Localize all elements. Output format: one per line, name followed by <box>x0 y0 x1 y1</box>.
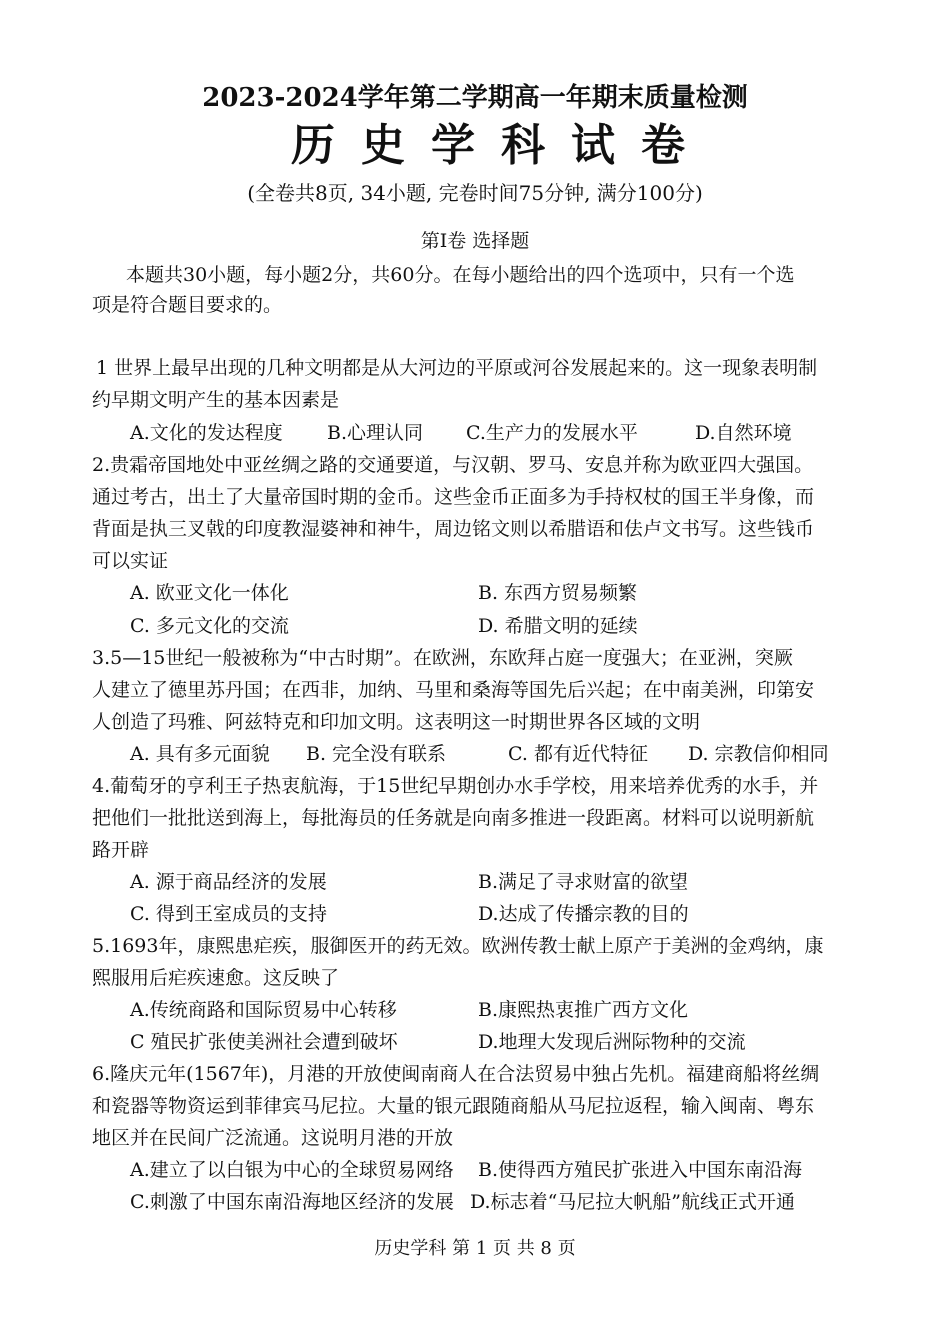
q3-option-d: D. 宗教信仰相同 <box>688 743 829 765</box>
section-intro-line: 本题共30小题，每小题2分，共60分。在每小题给出的四个选项中，只有一个选 <box>126 264 795 286</box>
q4-stem: 把他们一批批送到海上，每批海员的任务就是向南多推进一段距离。材料可以说明新航 <box>92 807 815 829</box>
q4-stem: 路开辟 <box>92 839 150 861</box>
q3-option-a: A. 具有多元面貌 <box>130 743 270 765</box>
q2-stem: 背面是执三叉戟的印度教湿婆神和神牛，周边铭文则以希腊语和佉卢文书写。这些钱币 <box>92 518 815 540</box>
page-footer: 历史学科 第 1 页 共 8 页 <box>374 1238 576 1259</box>
q4-option-a: A. 源于商品经济的发展 <box>130 871 327 893</box>
q3-option-b: B. 完全没有联系 <box>306 743 447 765</box>
q5-stem: 5.1693年，康熙患疟疾，服御医开的药无效。欧洲传教士献上原产于美洲的金鸡纳，康 <box>92 935 824 957</box>
section-title: 第Ⅰ卷 选择题 <box>420 230 530 252</box>
q2-stem: 通过考古，出土了大量帝国时期的金币。这些金币正面多为手持权杖的国王半身像，而 <box>92 486 815 508</box>
q2-option-b: B. 东西方贸易频繁 <box>478 582 638 604</box>
subject-title: 历史学科试卷 <box>291 120 711 171</box>
q2-stem: 可以实证 <box>92 550 169 572</box>
q4-option-b: B.满足了寻求财富的欲望 <box>478 871 689 893</box>
q4-option-d: D.达成了传播宗教的目的 <box>478 903 689 925</box>
q5-option-b: B.康熙热衷推广西方文化 <box>478 999 689 1021</box>
q4-stem: 4.葡萄牙的亨利王子热衷航海，于15世纪早期创办水手学校，用来培养优秀的水手，并 <box>92 775 819 797</box>
q6-option-c: C.刺激了中国东南沿海地区经济的发展 <box>130 1191 454 1213</box>
q5-option-d: D.地理大发现后洲际物种的交流 <box>478 1031 746 1053</box>
q6-option-a: A.建立了以白银为中心的全球贸易网络 <box>130 1159 454 1181</box>
q1-option-d: D.自然环境 <box>695 422 792 444</box>
q1-stem: 约早期文明产生的基本因素是 <box>92 389 340 411</box>
q3-stem: 人创造了玛雅、阿兹特克和印加文明。这表明这一时期世界各区域的文明 <box>92 711 701 733</box>
q3-option-c: C. 都有近代特征 <box>508 743 648 765</box>
exam-title: 2023-2024学年第二学期高一年期末质量检测 <box>202 83 748 113</box>
q1-stem: 1 世界上最早出现的几种文明都是从大河边的平原或河谷发展起来的。这一现象表明制 <box>96 357 818 379</box>
section-intro-line: 项是符合题目要求的。 <box>92 294 283 316</box>
q5-option-a: A.传统商路和国际贸易中心转移 <box>130 999 397 1021</box>
q6-stem: 地区并在民间广泛流通。这说明月港的开放 <box>92 1127 454 1149</box>
q6-stem: 6.隆庆元年(1567年)，月港的开放使闽南商人在合法贸易中独占先机。福建商船将丝绸 <box>92 1063 820 1085</box>
q3-stem: 人建立了德里苏丹国；在西非，加纳、马里和桑海等国先后兴起；在中南美洲，印第安 <box>92 679 815 701</box>
q6-option-d: D.标志着“马尼拉大帆船”航线正式开通 <box>470 1191 796 1213</box>
q4-option-c: C. 得到王室成员的支持 <box>130 903 327 925</box>
q6-stem: 和瓷器等物资运到菲律宾马尼拉。大量的银元跟随商船从马尼拉返程，输入闽南、粤东 <box>92 1095 815 1117</box>
q6-option-b: B.使得西方殖民扩张进入中国东南沿海 <box>478 1159 803 1181</box>
q2-option-c: C. 多元文化的交流 <box>130 615 289 637</box>
exam-info: (全卷共8页, 34小题, 完卷时间75分钟, 满分100分) <box>247 181 703 205</box>
q3-stem: 3.5—15世纪一般被称为“中古时期”。在欧洲，东欧拜占庭一度强大；在亚洲，突厥 <box>92 647 793 669</box>
q2-option-a: A. 欧亚文化一体化 <box>130 582 289 604</box>
q2-option-d: D. 希腊文明的延续 <box>478 615 638 637</box>
q5-option-c: C 殖民扩张使美洲社会遭到破坏 <box>130 1031 398 1053</box>
q1-option-b: B.心理认同 <box>327 422 424 444</box>
q2-stem: 2.贵霜帝国地处中亚丝绸之路的交通要道，与汉朝、罗马、安息并称为欧亚四大强国。 <box>92 454 814 476</box>
q1-option-a: A.文化的发达程度 <box>130 422 283 444</box>
q5-stem: 熙服用后疟疾速愈。这反映了 <box>92 967 340 989</box>
q1-option-c: C.生产力的发展水平 <box>466 422 638 444</box>
